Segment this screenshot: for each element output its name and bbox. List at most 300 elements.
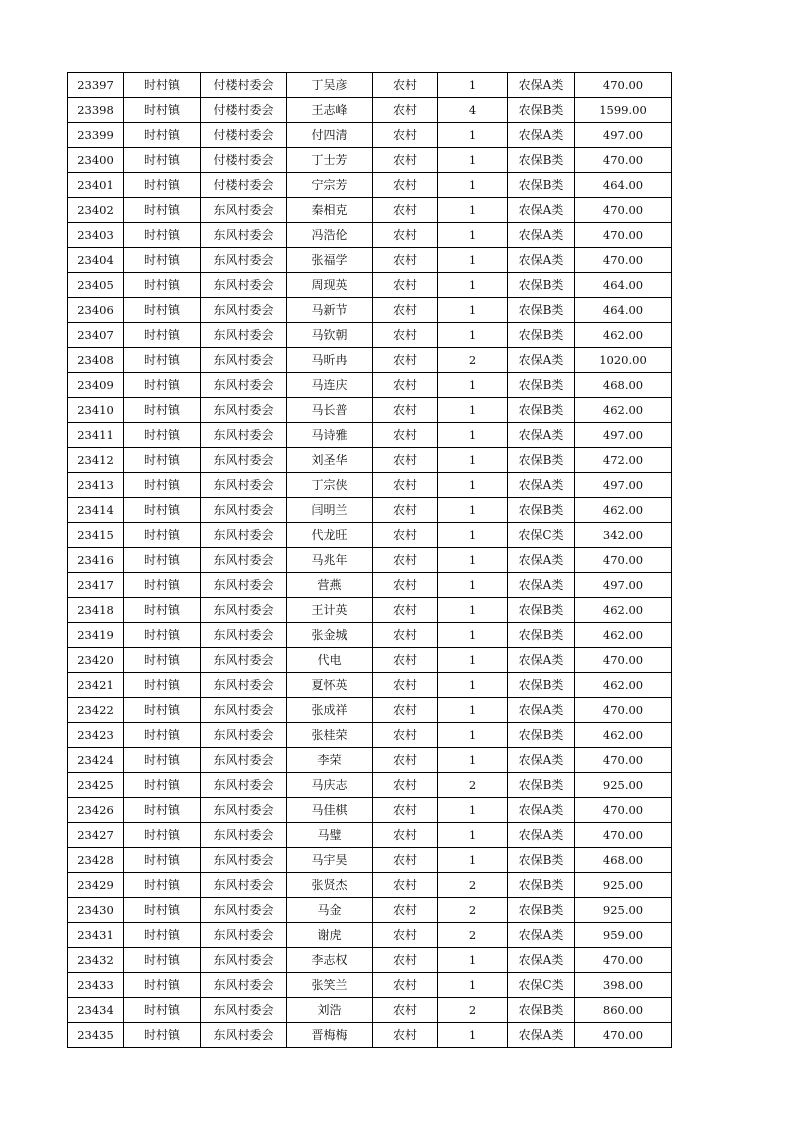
amount-cell: 959.00 [575,923,672,948]
area-type-cell: 农村 [373,648,438,673]
household-count-cell: 1 [438,548,508,573]
town-cell: 时村镇 [124,548,201,573]
name-cell: 冯浩伦 [287,223,373,248]
village-committee-cell: 东风村委会 [201,273,287,298]
insurance-category-cell: 农保B类 [508,398,575,423]
record-id-cell: 23431 [68,923,124,948]
name-cell: 马新节 [287,298,373,323]
insurance-category-cell: 农保A类 [508,948,575,973]
village-committee-cell: 东风村委会 [201,873,287,898]
table-body [68,73,672,1048]
data-table [67,72,672,1048]
town-cell: 时村镇 [124,873,201,898]
insurance-category-cell: 农保A类 [508,798,575,823]
name-cell: 张金城 [287,623,373,648]
household-count-cell: 1 [438,223,508,248]
name-cell: 代龙旺 [287,523,373,548]
record-id-cell: 23430 [68,898,124,923]
town-cell: 时村镇 [124,348,201,373]
household-count-cell: 2 [438,873,508,898]
record-id-cell: 23397 [68,73,124,98]
village-committee-cell: 东风村委会 [201,573,287,598]
town-cell: 时村镇 [124,123,201,148]
table-row [68,973,672,998]
household-count-cell: 1 [438,123,508,148]
record-id-cell: 23419 [68,623,124,648]
record-id-cell: 23414 [68,498,124,523]
town-cell: 时村镇 [124,98,201,123]
amount-cell: 497.00 [575,573,672,598]
name-cell: 王志峰 [287,98,373,123]
record-id-cell: 23427 [68,823,124,848]
household-count-cell: 1 [438,398,508,423]
amount-cell: 462.00 [575,323,672,348]
household-count-cell: 1 [438,173,508,198]
area-type-cell: 农村 [373,998,438,1023]
village-committee-cell: 东风村委会 [201,223,287,248]
insurance-category-cell: 农保B类 [508,298,575,323]
town-cell: 时村镇 [124,748,201,773]
village-committee-cell: 东风村委会 [201,598,287,623]
record-id-cell: 23434 [68,998,124,1023]
town-cell: 时村镇 [124,723,201,748]
household-count-cell: 1 [438,148,508,173]
area-type-cell: 农村 [373,873,438,898]
table-row [68,723,672,748]
name-cell: 马钦朝 [287,323,373,348]
amount-cell: 1599.00 [575,98,672,123]
town-cell: 时村镇 [124,323,201,348]
town-cell: 时村镇 [124,898,201,923]
amount-cell: 1020.00 [575,348,672,373]
amount-cell: 462.00 [575,498,672,523]
amount-cell: 470.00 [575,548,672,573]
town-cell: 时村镇 [124,848,201,873]
table-row [68,148,672,173]
insurance-category-cell: 农保B类 [508,998,575,1023]
village-committee-cell: 东风村委会 [201,948,287,973]
village-committee-cell: 付楼村委会 [201,173,287,198]
name-cell: 马连庆 [287,373,373,398]
town-cell: 时村镇 [124,673,201,698]
insurance-category-cell: 农保B类 [508,723,575,748]
amount-cell: 462.00 [575,398,672,423]
village-committee-cell: 东风村委会 [201,348,287,373]
household-count-cell: 1 [438,748,508,773]
insurance-category-cell: 农保A类 [508,123,575,148]
insurance-category-cell: 农保B类 [508,598,575,623]
town-cell: 时村镇 [124,648,201,673]
town-cell: 时村镇 [124,173,201,198]
insurance-category-cell: 农保B类 [508,898,575,923]
town-cell: 时村镇 [124,223,201,248]
amount-cell: 468.00 [575,373,672,398]
table-row [68,398,672,423]
record-id-cell: 23422 [68,698,124,723]
village-committee-cell: 付楼村委会 [201,123,287,148]
household-count-cell: 1 [438,423,508,448]
record-id-cell: 23407 [68,323,124,348]
amount-cell: 470.00 [575,73,672,98]
table-row [68,523,672,548]
table-row [68,173,672,198]
record-id-cell: 23403 [68,223,124,248]
village-committee-cell: 东风村委会 [201,798,287,823]
table-row [68,673,672,698]
record-id-cell: 23399 [68,123,124,148]
household-count-cell: 2 [438,923,508,948]
household-count-cell: 2 [438,773,508,798]
amount-cell: 470.00 [575,248,672,273]
amount-cell: 470.00 [575,198,672,223]
record-id-cell: 23409 [68,373,124,398]
amount-cell: 925.00 [575,898,672,923]
insurance-category-cell: 农保B类 [508,448,575,473]
town-cell: 时村镇 [124,148,201,173]
record-id-cell: 23412 [68,448,124,473]
town-cell: 时村镇 [124,798,201,823]
table-row [68,248,672,273]
record-id-cell: 23415 [68,523,124,548]
household-count-cell: 1 [438,848,508,873]
name-cell: 丁士芳 [287,148,373,173]
table-row [68,923,672,948]
table-row [68,773,672,798]
area-type-cell: 农村 [373,698,438,723]
area-type-cell: 农村 [373,473,438,498]
insurance-category-cell: 农保B类 [508,498,575,523]
village-committee-cell: 东风村委会 [201,248,287,273]
insurance-category-cell: 农保B类 [508,623,575,648]
insurance-category-cell: 农保A类 [508,248,575,273]
village-committee-cell: 东风村委会 [201,323,287,348]
amount-cell: 470.00 [575,223,672,248]
town-cell: 时村镇 [124,248,201,273]
village-committee-cell: 东风村委会 [201,448,287,473]
amount-cell: 472.00 [575,448,672,473]
name-cell: 张笑兰 [287,973,373,998]
area-type-cell: 农村 [373,548,438,573]
insurance-category-cell: 农保A类 [508,73,575,98]
household-count-cell: 1 [438,198,508,223]
area-type-cell: 农村 [373,573,438,598]
town-cell: 时村镇 [124,423,201,448]
record-id-cell: 23411 [68,423,124,448]
insurance-category-cell: 农保A类 [508,348,575,373]
name-cell: 李荣 [287,748,373,773]
area-type-cell: 农村 [373,173,438,198]
area-type-cell: 农村 [373,73,438,98]
household-count-cell: 1 [438,698,508,723]
insurance-category-cell: 农保A类 [508,548,575,573]
insurance-category-cell: 农保B类 [508,673,575,698]
village-committee-cell: 东风村委会 [201,648,287,673]
name-cell: 马璧 [287,823,373,848]
name-cell: 马昕冉 [287,348,373,373]
insurance-category-cell: 农保A类 [508,1023,575,1048]
table-row [68,223,672,248]
area-type-cell: 农村 [373,423,438,448]
table-row [68,323,672,348]
household-count-cell: 1 [438,798,508,823]
town-cell: 时村镇 [124,298,201,323]
amount-cell: 470.00 [575,748,672,773]
name-cell: 丁宗侠 [287,473,373,498]
name-cell: 王计英 [287,598,373,623]
household-count-cell: 1 [438,473,508,498]
record-id-cell: 23425 [68,773,124,798]
area-type-cell: 农村 [373,273,438,298]
table-row [68,848,672,873]
household-count-cell: 1 [438,248,508,273]
table-row [68,273,672,298]
table-row [68,298,672,323]
name-cell: 营燕 [287,573,373,598]
insurance-category-cell: 农保B类 [508,773,575,798]
amount-cell: 468.00 [575,848,672,873]
town-cell: 时村镇 [124,998,201,1023]
area-type-cell: 农村 [373,623,438,648]
record-id-cell: 23421 [68,673,124,698]
insurance-category-cell: 农保C类 [508,523,575,548]
area-type-cell: 农村 [373,198,438,223]
amount-cell: 925.00 [575,873,672,898]
household-count-cell: 1 [438,373,508,398]
village-committee-cell: 东风村委会 [201,698,287,723]
name-cell: 代电 [287,648,373,673]
village-committee-cell: 东风村委会 [201,1023,287,1048]
household-count-cell: 1 [438,273,508,298]
table-row [68,598,672,623]
area-type-cell: 农村 [373,398,438,423]
insurance-category-cell: 农保A类 [508,223,575,248]
insurance-category-cell: 农保B类 [508,848,575,873]
table-row [68,423,672,448]
amount-cell: 342.00 [575,523,672,548]
record-id-cell: 23406 [68,298,124,323]
amount-cell: 398.00 [575,973,672,998]
amount-cell: 462.00 [575,723,672,748]
amount-cell: 464.00 [575,173,672,198]
town-cell: 时村镇 [124,523,201,548]
name-cell: 付四清 [287,123,373,148]
area-type-cell: 农村 [373,348,438,373]
area-type-cell: 农村 [373,673,438,698]
town-cell: 时村镇 [124,398,201,423]
town-cell: 时村镇 [124,948,201,973]
insurance-category-cell: 农保B类 [508,148,575,173]
insurance-category-cell: 农保A类 [508,923,575,948]
village-committee-cell: 东风村委会 [201,498,287,523]
insurance-category-cell: 农保B类 [508,873,575,898]
area-type-cell: 农村 [373,223,438,248]
name-cell: 李志权 [287,948,373,973]
name-cell: 马金 [287,898,373,923]
record-id-cell: 23402 [68,198,124,223]
area-type-cell: 农村 [373,448,438,473]
amount-cell: 470.00 [575,948,672,973]
record-id-cell: 23398 [68,98,124,123]
household-count-cell: 1 [438,1023,508,1048]
record-id-cell: 23432 [68,948,124,973]
village-committee-cell: 东风村委会 [201,923,287,948]
household-count-cell: 1 [438,573,508,598]
town-cell: 时村镇 [124,373,201,398]
name-cell: 秦相克 [287,198,373,223]
area-type-cell: 农村 [373,123,438,148]
amount-cell: 470.00 [575,823,672,848]
record-id-cell: 23428 [68,848,124,873]
name-cell: 张成祥 [287,698,373,723]
town-cell: 时村镇 [124,923,201,948]
area-type-cell: 农村 [373,248,438,273]
record-id-cell: 23429 [68,873,124,898]
insurance-category-cell: 农保B类 [508,273,575,298]
table-row [68,648,672,673]
village-committee-cell: 东风村委会 [201,823,287,848]
town-cell: 时村镇 [124,73,201,98]
village-committee-cell: 东风村委会 [201,898,287,923]
village-committee-cell: 东风村委会 [201,423,287,448]
amount-cell: 497.00 [575,473,672,498]
record-id-cell: 23420 [68,648,124,673]
village-committee-cell: 东风村委会 [201,523,287,548]
insurance-category-cell: 农保A类 [508,573,575,598]
area-type-cell: 农村 [373,323,438,348]
town-cell: 时村镇 [124,498,201,523]
table-row [68,373,672,398]
insurance-category-cell: 农保A类 [508,423,575,448]
household-count-cell: 2 [438,998,508,1023]
town-cell: 时村镇 [124,623,201,648]
amount-cell: 497.00 [575,423,672,448]
amount-cell: 470.00 [575,648,672,673]
insurance-category-cell: 农保A类 [508,648,575,673]
name-cell: 闫明兰 [287,498,373,523]
table-row [68,748,672,773]
insurance-category-cell: 农保B类 [508,323,575,348]
record-id-cell: 23400 [68,148,124,173]
village-committee-cell: 东风村委会 [201,673,287,698]
village-committee-cell: 东风村委会 [201,748,287,773]
insurance-category-cell: 农保B类 [508,98,575,123]
table-row [68,898,672,923]
table-row [68,98,672,123]
insurance-category-cell: 农保B类 [508,173,575,198]
area-type-cell: 农村 [373,848,438,873]
village-committee-cell: 东风村委会 [201,198,287,223]
household-count-cell: 1 [438,623,508,648]
town-cell: 时村镇 [124,1023,201,1048]
insurance-category-cell: 农保A类 [508,198,575,223]
name-cell: 张福学 [287,248,373,273]
amount-cell: 860.00 [575,998,672,1023]
area-type-cell: 农村 [373,798,438,823]
household-count-cell: 1 [438,598,508,623]
village-committee-cell: 付楼村委会 [201,148,287,173]
household-count-cell: 1 [438,723,508,748]
table-row [68,473,672,498]
village-committee-cell: 付楼村委会 [201,98,287,123]
household-count-cell: 1 [438,973,508,998]
name-cell: 马庆志 [287,773,373,798]
table-row [68,798,672,823]
village-committee-cell: 东风村委会 [201,298,287,323]
insurance-category-cell: 农保A类 [508,473,575,498]
record-id-cell: 23401 [68,173,124,198]
table-row [68,198,672,223]
name-cell: 谢虎 [287,923,373,948]
area-type-cell: 农村 [373,523,438,548]
area-type-cell: 农村 [373,898,438,923]
village-committee-cell: 东风村委会 [201,998,287,1023]
name-cell: 马兆年 [287,548,373,573]
town-cell: 时村镇 [124,773,201,798]
record-id-cell: 23433 [68,973,124,998]
record-id-cell: 23417 [68,573,124,598]
record-id-cell: 23435 [68,1023,124,1048]
table-row [68,698,672,723]
area-type-cell: 农村 [373,948,438,973]
name-cell: 刘圣华 [287,448,373,473]
household-count-cell: 1 [438,673,508,698]
amount-cell: 925.00 [575,773,672,798]
town-cell: 时村镇 [124,573,201,598]
amount-cell: 470.00 [575,1023,672,1048]
name-cell: 马宇昊 [287,848,373,873]
name-cell: 张桂荣 [287,723,373,748]
amount-cell: 497.00 [575,123,672,148]
area-type-cell: 农村 [373,823,438,848]
record-id-cell: 23426 [68,798,124,823]
village-committee-cell: 东风村委会 [201,848,287,873]
record-id-cell: 23408 [68,348,124,373]
village-committee-cell: 东风村委会 [201,973,287,998]
amount-cell: 462.00 [575,673,672,698]
name-cell: 张贤杰 [287,873,373,898]
table-row [68,823,672,848]
town-cell: 时村镇 [124,698,201,723]
household-count-cell: 1 [438,323,508,348]
name-cell: 丁吴彦 [287,73,373,98]
household-count-cell: 1 [438,73,508,98]
name-cell: 晋梅梅 [287,1023,373,1048]
table-row [68,623,672,648]
village-committee-cell: 东风村委会 [201,473,287,498]
household-count-cell: 1 [438,823,508,848]
area-type-cell: 农村 [373,498,438,523]
amount-cell: 470.00 [575,148,672,173]
town-cell: 时村镇 [124,823,201,848]
amount-cell: 462.00 [575,623,672,648]
town-cell: 时村镇 [124,198,201,223]
insurance-category-cell: 农保A类 [508,823,575,848]
area-type-cell: 农村 [373,148,438,173]
area-type-cell: 农村 [373,773,438,798]
table-row [68,448,672,473]
amount-cell: 470.00 [575,798,672,823]
area-type-cell: 农村 [373,923,438,948]
household-count-cell: 1 [438,498,508,523]
area-type-cell: 农村 [373,98,438,123]
village-committee-cell: 东风村委会 [201,548,287,573]
household-count-cell: 1 [438,298,508,323]
record-id-cell: 23423 [68,723,124,748]
insurance-category-cell: 农保A类 [508,748,575,773]
record-id-cell: 23424 [68,748,124,773]
area-type-cell: 农村 [373,748,438,773]
name-cell: 宁宗芳 [287,173,373,198]
